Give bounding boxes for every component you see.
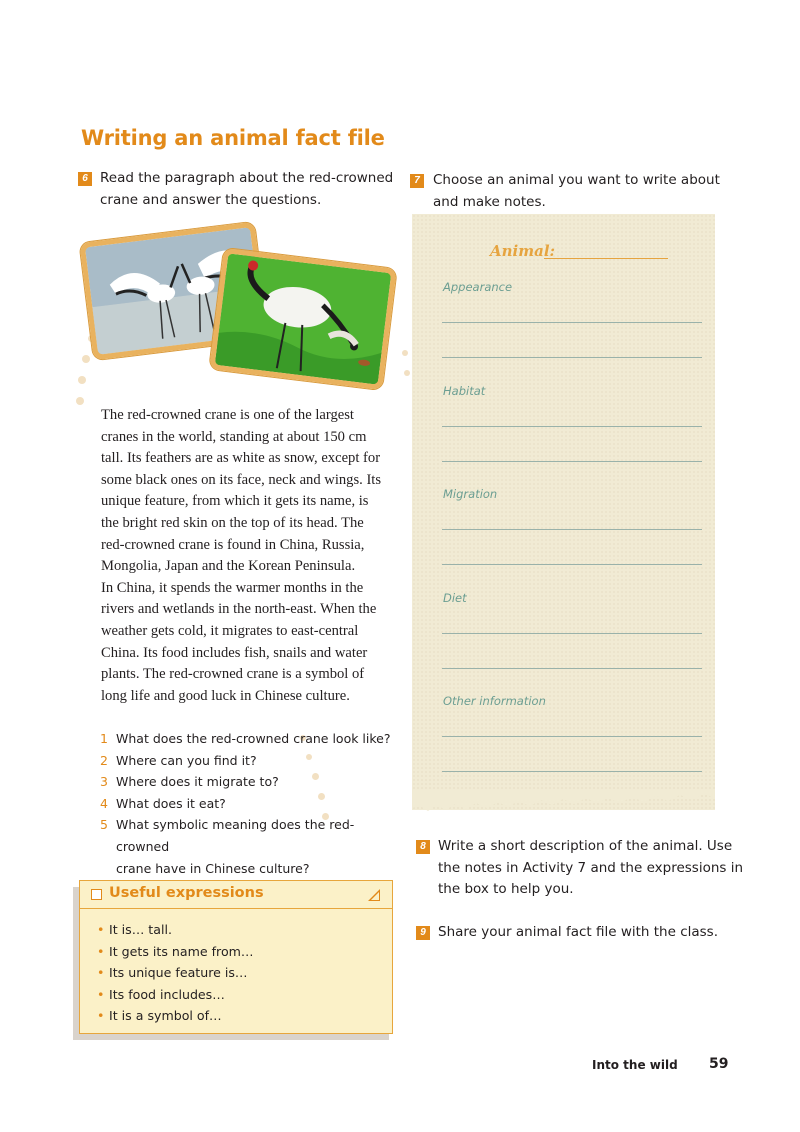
- paragraph-line: plants. The red-crowned crane is a symbol of: [101, 666, 365, 683]
- footer-chapter-title: Into the wild: [592, 1058, 678, 1072]
- question-item: 2 Where can you find it?: [100, 752, 257, 768]
- question-item: 5 What symbolic meaning does the red-crowned crane have in Chinese culture?: [100, 817, 355, 876]
- notes-heading-habitat: Habitat: [443, 384, 486, 398]
- notes-line[interactable]: [442, 322, 702, 323]
- useful-expressions-box: [79, 880, 393, 1034]
- notes-paper: [412, 214, 715, 810]
- paragraph-line: long life and good luck in Chinese culture.: [101, 687, 350, 704]
- question-item: 1 What does the red-crowned crane look like?: [100, 731, 391, 746]
- animal-label: Animal:: [490, 242, 556, 260]
- footer-page-number: 59: [709, 1056, 729, 1072]
- useful-expressions-header: [80, 881, 392, 909]
- question-list: [100, 728, 400, 879]
- expression-item: • Its unique feature is…: [80, 962, 392, 984]
- activity-8-number: 8: [416, 840, 430, 854]
- paragraph-line: The red-crowned crane is one of the largest: [101, 407, 354, 423]
- notes-heading-migration: Migration: [443, 487, 498, 501]
- notes-heading-other-information: Other information: [443, 694, 546, 708]
- activity-8-line-2: the notes in Activity 7 and the expressions in: [438, 859, 744, 876]
- notes-heading-diet: Diet: [443, 591, 467, 605]
- paragraph-line: In China, it spends the warmer months in the: [101, 579, 364, 596]
- crane-paragraph: [101, 405, 401, 707]
- corner-triangle-icon: [368, 889, 380, 901]
- paragraph-line: Mongolia, Japan and the Korean Peninsula.: [101, 558, 356, 575]
- question-item: 3 Where does it migrate to?: [100, 774, 279, 790]
- paragraph-line: the bright red skin on the top of its head. The: [101, 514, 364, 531]
- notes-line[interactable]: [442, 668, 702, 669]
- paragraph-line: some black ones on its face, neck and wings. Its: [101, 471, 382, 488]
- activity-8-line-3: the box to help you.: [438, 881, 574, 897]
- paragraph-line: red-crowned crane is found in China, Russia,: [101, 536, 365, 553]
- expression-item: • It is… tall.: [80, 919, 392, 941]
- activity-8-line-1: Write a short description of the animal. Use: [438, 838, 733, 854]
- activity-7-line-1: Choose an animal you want to write about: [433, 172, 720, 188]
- paragraph-line: unique feature, from which it gets its name, is: [101, 493, 369, 510]
- notes-line[interactable]: [442, 357, 702, 358]
- activity-7-line-2: and make notes.: [433, 193, 546, 210]
- notes-heading-appearance: Appearance: [443, 280, 513, 294]
- activity-6-number: 6: [78, 172, 92, 186]
- notes-line[interactable]: [442, 736, 702, 737]
- activity-6-line-2: crane and answer the questions.: [100, 191, 322, 208]
- activity-6-instructions: [100, 168, 393, 211]
- activity-6-line-1: Read the paragraph about the red-crowned: [100, 170, 394, 186]
- paragraph-line: tall. Its feathers are as white as snow, except for: [101, 450, 381, 467]
- expression-item: • It gets its name from…: [80, 941, 392, 963]
- question-item: 4 What does it eat?: [100, 795, 226, 811]
- useful-expressions-list: [80, 919, 392, 1027]
- activity-8-instructions: [438, 836, 743, 901]
- notes-line[interactable]: [442, 771, 702, 772]
- crane-feeding-photo: [209, 248, 397, 390]
- expression-item: • Its food includes…: [80, 984, 392, 1006]
- notes-line[interactable]: [442, 633, 702, 634]
- paragraph-line: China. Its food includes fish, snails and water: [101, 644, 368, 661]
- paragraph-line: weather gets cold, it migrates to east-central: [101, 622, 359, 639]
- animal-answer-line[interactable]: [544, 258, 668, 259]
- activity-7-number: 7: [410, 174, 424, 188]
- section-title: Writing an animal fact file: [81, 126, 385, 150]
- expression-item: • It is a symbol of…: [80, 1005, 392, 1027]
- paragraph-line: rivers and wetlands in the north-east. When the: [101, 601, 377, 618]
- activity-7-instructions: [433, 170, 720, 213]
- notes-line[interactable]: [442, 426, 702, 427]
- activity-9-number: 9: [416, 926, 430, 940]
- notes-line[interactable]: [442, 461, 702, 462]
- paragraph-line: cranes in the world, standing at about 150 cm: [101, 428, 367, 445]
- activity-9-instructions: Share your animal fact file with the class.: [438, 924, 719, 940]
- notes-line[interactable]: [442, 564, 702, 565]
- useful-expressions-title: Useful expressions: [109, 885, 264, 901]
- checkbox-square-icon: [91, 889, 102, 900]
- notes-line[interactable]: [442, 529, 702, 530]
